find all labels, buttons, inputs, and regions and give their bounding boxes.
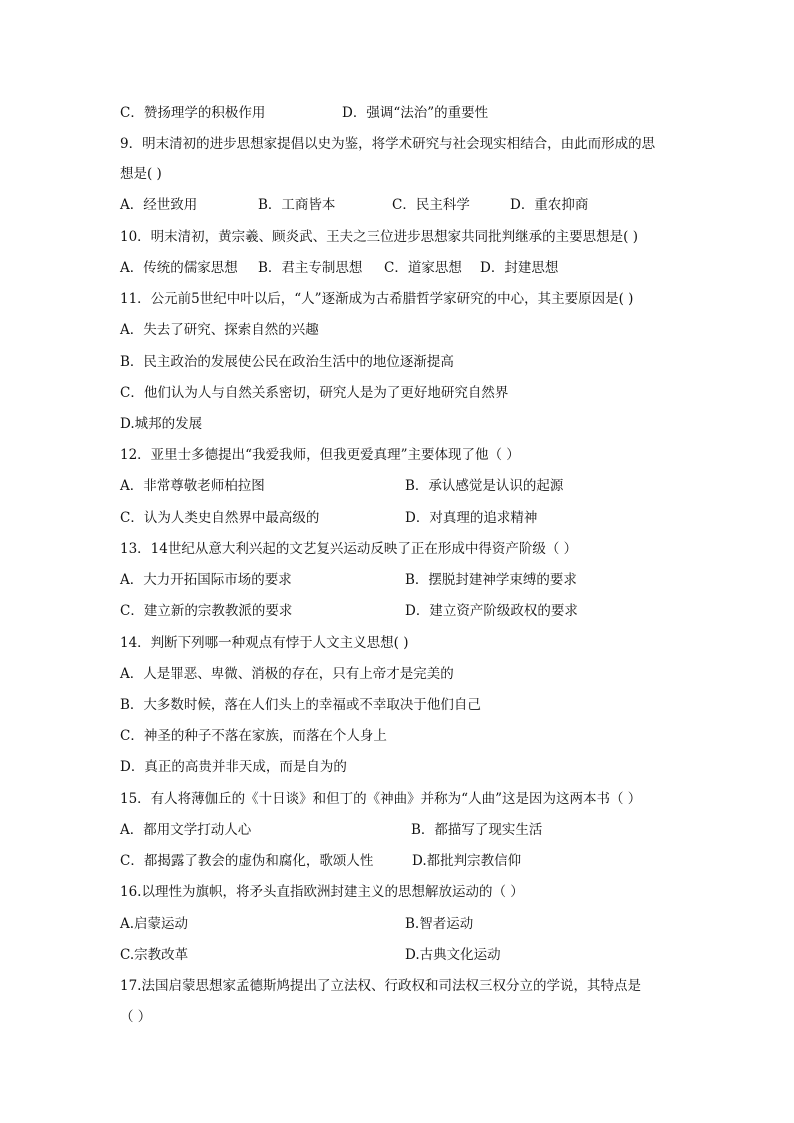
q9-stem-line2: 想是( ) bbox=[120, 166, 162, 182]
q13-stem: 13．14世纪从意大利兴起的文艺复兴运动反映了正在形成中得资产阶级（ ） bbox=[120, 541, 578, 557]
q15-option-b: B．都描写了现实生活 bbox=[411, 822, 543, 838]
q15-option-c: C．都揭露了教会的虚伪和腐化，歌颂人性 bbox=[120, 853, 374, 869]
q13-option-b: B．摆脱封建神学束缚的要求 bbox=[405, 572, 577, 588]
q17-stem-line2: （ ） bbox=[120, 1009, 152, 1025]
q17-stem-line1: 17.法国启蒙思想家孟德斯鸠提出了立法权、行政权和司法权三权分立的学说，其特点是 bbox=[120, 978, 641, 994]
q16-option-c: C.宗教改革 bbox=[120, 947, 189, 963]
q12-option-d: D．对真理的追求精神 bbox=[405, 510, 538, 526]
q14-option-c: C．神圣的种子不落在家族，而落在个人身上 bbox=[120, 728, 387, 744]
q16-stem: 16.以理性为旗帜，将矛头直指欧洲封建主义的思想解放运动的（ ） bbox=[120, 884, 524, 900]
q15-stem: 15．有人将薄伽丘的《十日谈》和但丁的《神曲》并称为“人曲”这是因为这两本书（ ） bbox=[120, 791, 642, 807]
q12-option-a: A．非常尊敬老师柏拉图 bbox=[120, 478, 265, 494]
q9-option-a: A．经世致用 bbox=[120, 197, 198, 213]
q11-option-a: A．失去了研究、探索自然的兴趣 bbox=[120, 322, 319, 338]
q12-option-b: B．承认感觉是认识的起源 bbox=[405, 478, 564, 494]
q10-option-b: B．君主专制思想 bbox=[258, 260, 363, 276]
q15-option-d: D.都批判宗教信仰 bbox=[412, 853, 522, 869]
q8-option-c: C．赞扬理学的积极作用 bbox=[120, 105, 266, 121]
q10-stem: 10．明末清初，黄宗羲、顾炎武、王夫之三位进步思想家共同批判继承的主要思想是( ) bbox=[120, 229, 639, 245]
q12-option-c: C．认为人类史自然界中最高级的 bbox=[120, 510, 320, 526]
q11-option-d: D.城邦的发展 bbox=[120, 416, 203, 432]
q11-stem: 11．公元前5世纪中叶以后，“人”逐渐成为古希腊哲学家研究的中心，其主要原因是( ) bbox=[120, 291, 634, 307]
q14-option-b: B．大多数时候，落在人们头上的幸福或不幸取决于他们自己 bbox=[120, 697, 481, 713]
q16-option-b: B.智者运动 bbox=[405, 916, 474, 932]
q12-stem: 12．亚里士多德提出“我爱我师，但我更爱真理”主要体现了他（ ） bbox=[120, 447, 520, 463]
q13-option-c: C．建立新的宗教教派的要求 bbox=[120, 603, 293, 619]
q16-option-d: D.古典文化运动 bbox=[405, 947, 501, 963]
q15-option-a: A．都用文学打动人心 bbox=[120, 822, 252, 838]
q10-option-d: D．封建思想 bbox=[480, 260, 559, 276]
q14-option-d: D．真正的高贵并非天成，而是自为的 bbox=[120, 759, 347, 775]
q11-option-b: B．民主政治的发展使公民在政治生活中的地位逐渐提高 bbox=[120, 354, 454, 370]
q9-stem-line1: 9．明末清初的进步思想家提倡以史为鉴，将学术研究与社会现实相结合，由此而形成的思 bbox=[120, 136, 656, 152]
q10-option-a: A．传统的儒家思想 bbox=[120, 260, 238, 276]
q11-option-c: C．他们认为人与自然关系密切，研究人是为了更好地研究自然界 bbox=[120, 385, 509, 401]
q9-option-d: D．重农抑商 bbox=[510, 197, 589, 213]
q9-option-c: C．民主科学 bbox=[392, 197, 470, 213]
q13-option-a: A．大力开拓国际市场的要求 bbox=[120, 572, 292, 588]
q8-option-d: D．强调“法治”的重要性 bbox=[342, 105, 489, 121]
q13-option-d: D．建立资产阶级政权的要求 bbox=[405, 603, 578, 619]
q16-option-a: A.启蒙运动 bbox=[120, 916, 189, 932]
q10-option-c: C．道家思想 bbox=[384, 260, 462, 276]
q9-option-b: B．工商皆本 bbox=[258, 197, 336, 213]
q14-option-a: A．人是罪恶、卑微、消极的存在，只有上帝才是完美的 bbox=[120, 666, 454, 682]
q14-stem: 14．判断下列哪一种观点有悖于人文主义思想( ) bbox=[120, 635, 409, 651]
